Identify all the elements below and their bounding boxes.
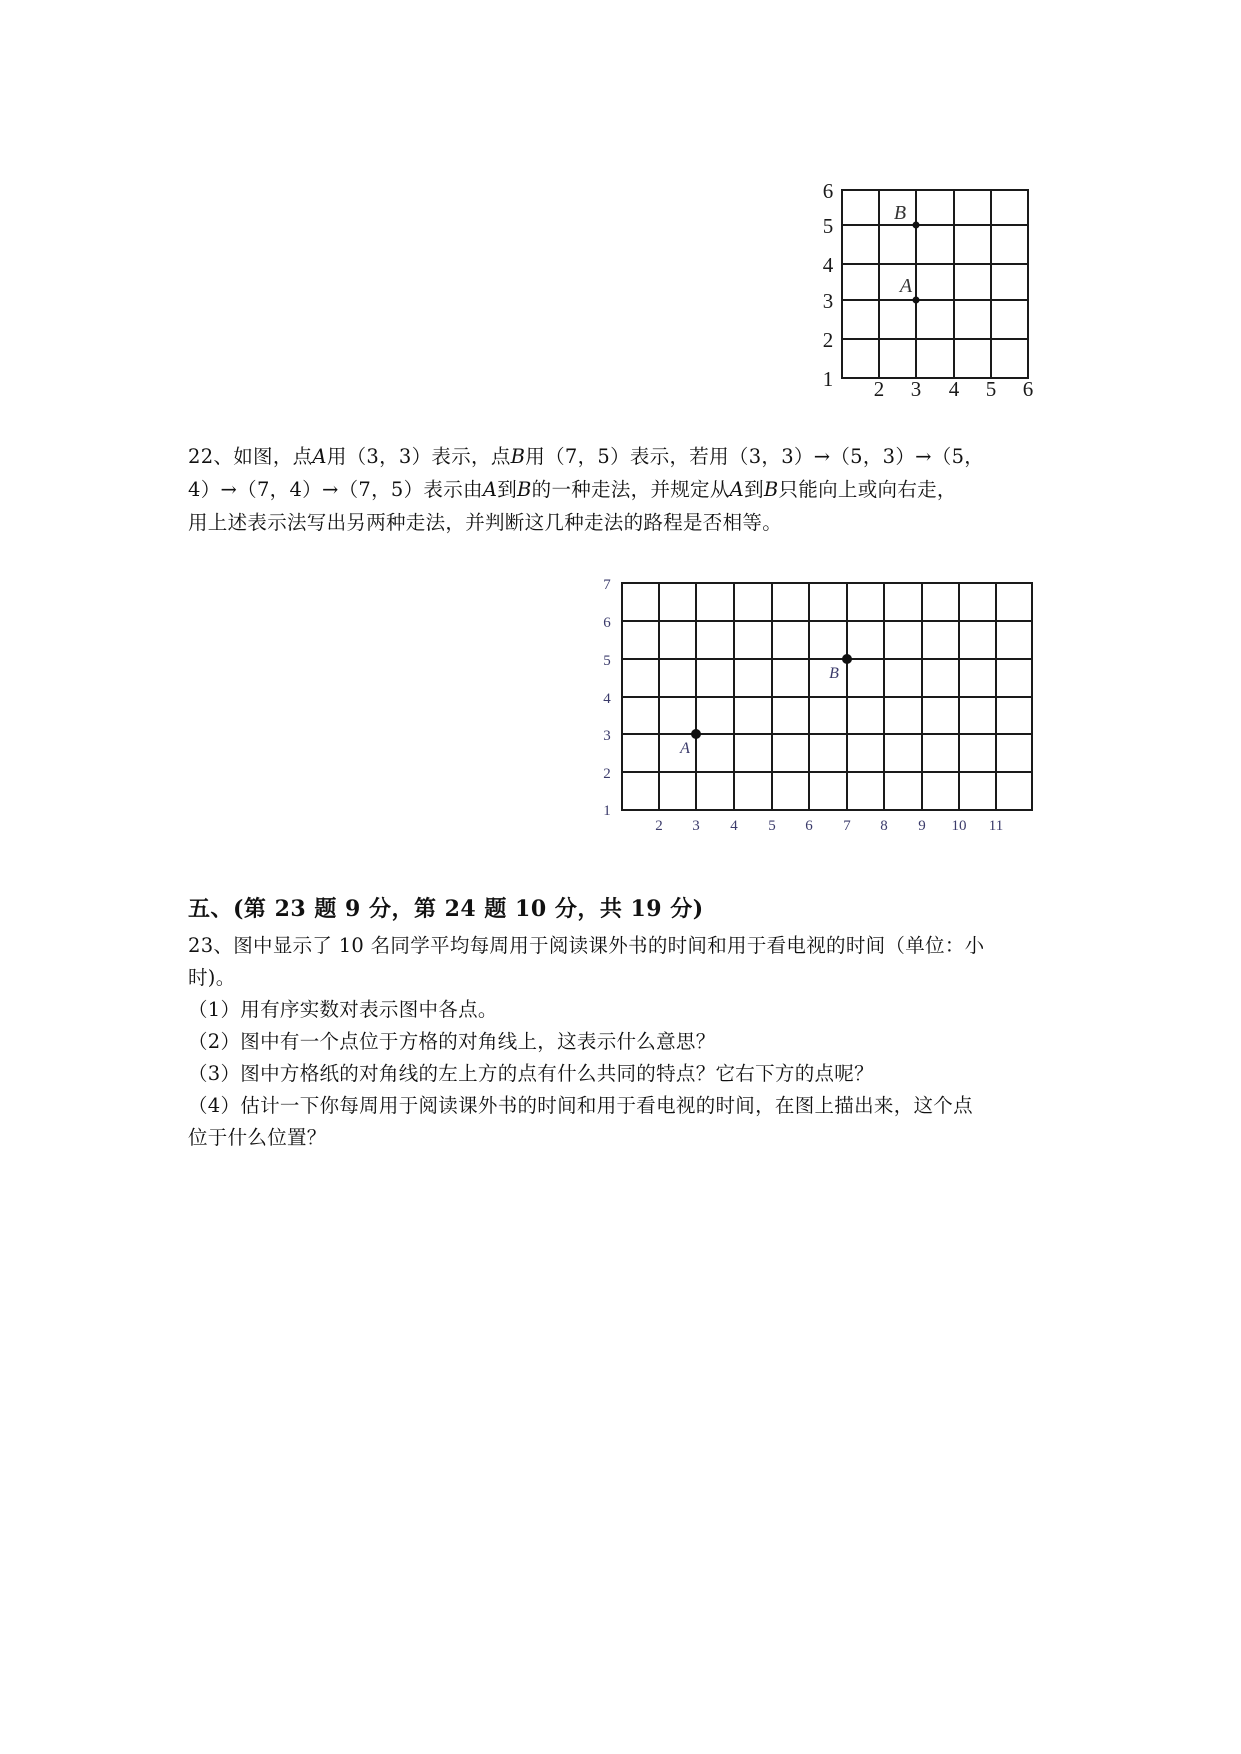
point-a-marker — [691, 729, 701, 739]
question-23-part-3: （3）图中方格纸的对角线的左上方的点有什么共同的特点？它右下方的点呢？ — [188, 1062, 874, 1085]
y-tick-label: 7 — [603, 577, 611, 593]
x-tick-label: 10 — [951, 818, 967, 834]
y-tick-label: 5 — [603, 653, 611, 669]
q22-text: 只能向上或向右走， — [778, 478, 957, 501]
grid-lines — [842, 190, 1028, 378]
x-tick-label: 11 — [988, 818, 1004, 834]
x-tick-label: 3 — [692, 818, 700, 834]
question-23 — [188, 930, 1068, 1154]
question-22-line-3: 用上述表示法写出另两种走法，并判断这几种走法的路程是否相等。 — [188, 511, 783, 534]
q22-var-a: A — [482, 478, 498, 501]
section-five-heading: 五、(第 23 题 9 分，第 24 题 10 分，共 19 分) — [188, 896, 704, 922]
x-tick-label: 2 — [655, 818, 663, 834]
y-tick-label: 1 — [822, 367, 834, 391]
grid-lines — [622, 583, 1032, 810]
point-a-marker — [913, 297, 920, 304]
question-23-stem-line-1: 23、图中显示了 10 名同学平均每周用于阅读课外书的时间和用于看电视的时间（单位：小 — [188, 934, 985, 957]
y-tick-label: 2 — [822, 328, 834, 352]
question-23-part-2: （2）图中有一个点位于方格的对角线上，这表示什么意思？ — [188, 1030, 716, 1053]
q22-text: 用（3，3）表示，点 — [326, 445, 511, 468]
question-23-part-4-line-1: （4）估计一下你每周用于阅读课外书的时间和用于看电视的时间，在图上描出来，这个点 — [188, 1094, 973, 1117]
point-b-marker — [913, 222, 920, 229]
q22-text: 到 — [744, 478, 764, 501]
x-tick-label: 6 — [805, 818, 813, 834]
question-22 — [188, 440, 1058, 539]
x-tick-label: 4 — [730, 818, 738, 834]
x-tick-label: 5 — [985, 377, 997, 401]
x-tick-label: 9 — [918, 818, 926, 834]
q22-var-b: B — [517, 478, 532, 501]
question-22-line-1 — [188, 440, 1058, 473]
point-b-label: B — [893, 202, 907, 224]
q22-var-b: B — [510, 445, 526, 468]
grid-figure-large — [595, 575, 1045, 835]
q22-text: 到 — [497, 478, 518, 501]
x-tick-label: 7 — [843, 818, 851, 834]
question-23-part-4-line-2: 位于什么位置？ — [188, 1126, 327, 1149]
x-tick-label: 4 — [948, 377, 960, 401]
x-tick-label: 6 — [1022, 377, 1034, 401]
question-23-stem-line-2: 时)。 — [188, 966, 236, 989]
question-23-part-1: （1）用有序实数对表示图中各点。 — [188, 998, 498, 1021]
q22-text: 用（7，5）表示，若用（3，3）→（5，3）→（5， — [525, 445, 985, 468]
x-tick-label: 2 — [873, 377, 885, 401]
point-a-label: A — [680, 740, 690, 757]
x-tick-label: 3 — [910, 377, 922, 401]
y-tick-label: 4 — [603, 691, 611, 707]
q22-text: 4）→（7，4）→（7，5）表示由 — [188, 478, 483, 501]
y-tick-label: 3 — [603, 728, 611, 744]
point-b-label: B — [829, 665, 839, 682]
y-tick-label: 1 — [603, 803, 611, 819]
q22-text: 的一种走法，并规定从 — [531, 478, 730, 501]
y-tick-label: 5 — [822, 214, 834, 238]
q22-var-a: A — [312, 445, 327, 468]
y-tick-label: 3 — [822, 289, 834, 313]
y-tick-label: 6 — [603, 615, 611, 631]
y-tick-label: 4 — [822, 253, 834, 277]
q22-text: 22、如图，点 — [188, 445, 313, 468]
point-b-marker — [842, 654, 852, 664]
q22-var-a: A — [729, 478, 745, 501]
y-tick-label: 6 — [822, 180, 834, 203]
point-a-label: A — [899, 275, 913, 297]
y-tick-label: 2 — [603, 766, 611, 782]
q22-var-b: B — [763, 478, 779, 501]
x-tick-label: 8 — [880, 818, 888, 834]
grid-figure-small — [820, 180, 1050, 405]
question-22-line-2 — [188, 473, 1058, 506]
x-tick-label: 5 — [768, 818, 776, 834]
